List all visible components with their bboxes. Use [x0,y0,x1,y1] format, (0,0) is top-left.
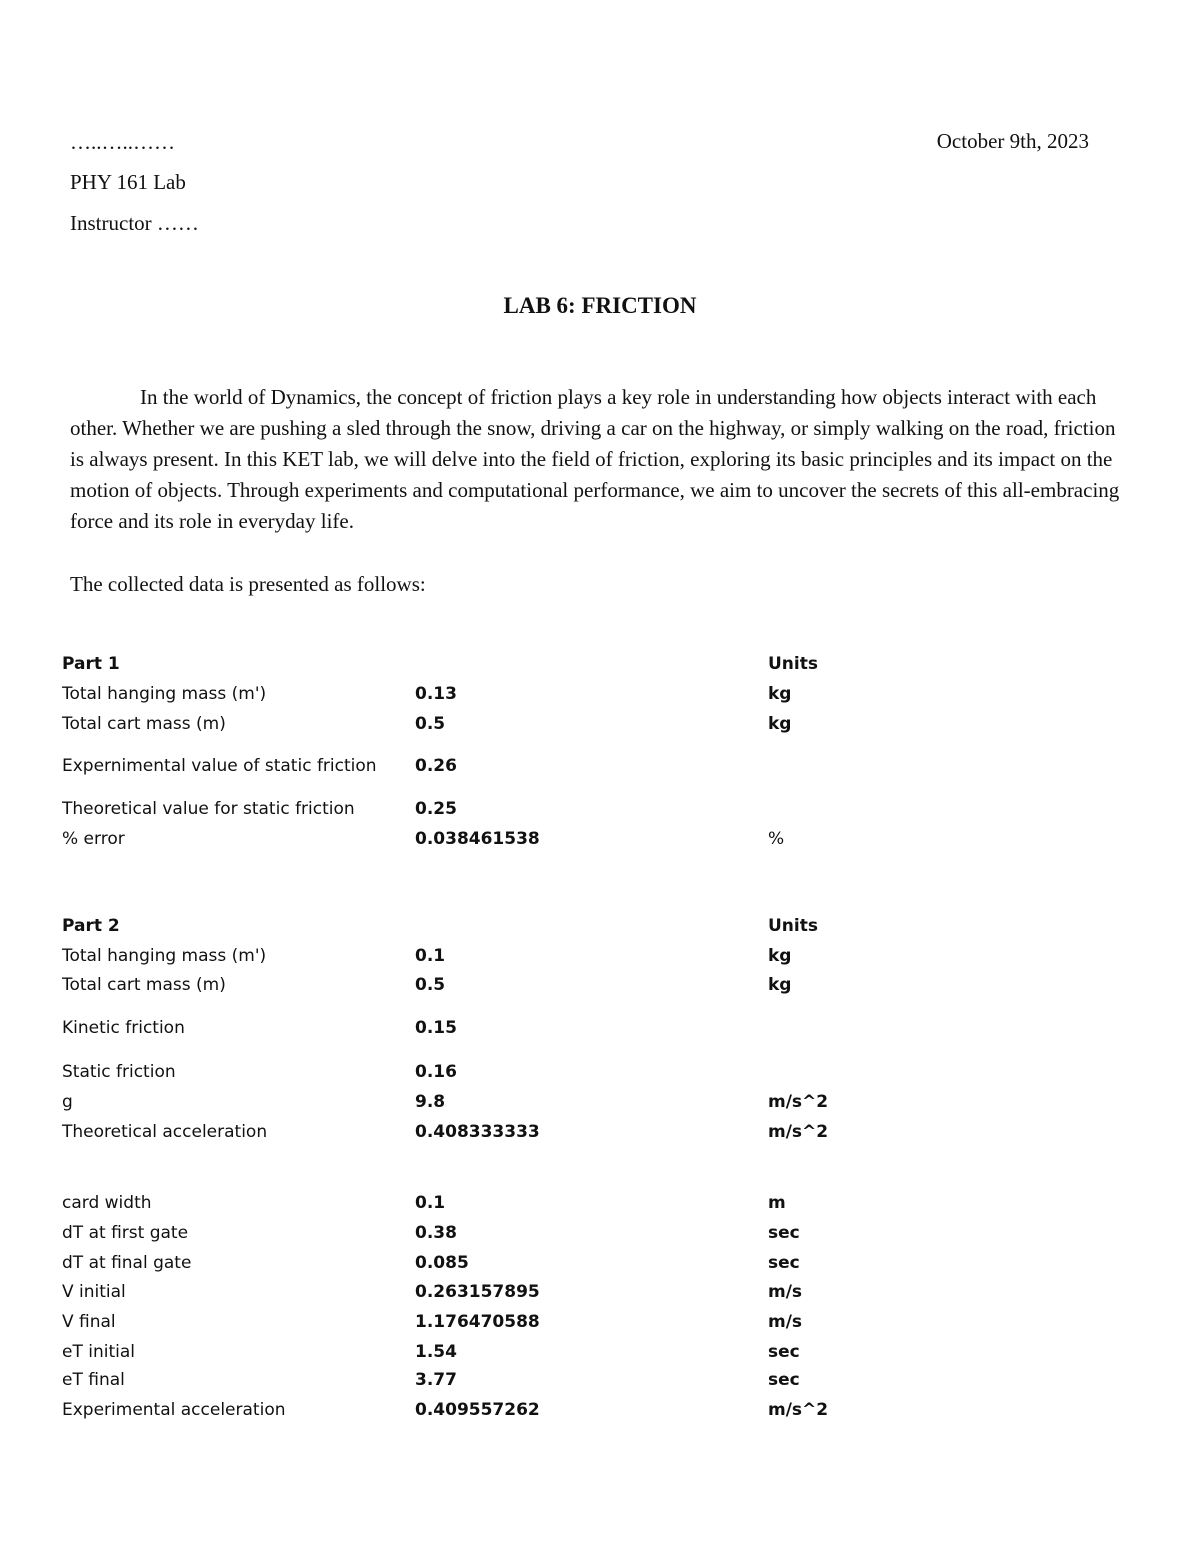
row-value: 0.085 [415,1253,469,1273]
row-unit: kg [768,975,792,995]
row-label: eT final [62,1370,125,1390]
row-label: Total hanging mass (m') [62,946,267,966]
row-label: card width [62,1193,152,1213]
part2-units-heading: Units [768,916,818,936]
lab-title: LAB 6: FRICTION [503,293,697,318]
row-unit: m/s [768,1312,803,1332]
part1-units-heading: Units [768,654,818,674]
row-unit: kg [768,714,792,734]
row-label: Expernimental value of static friction [62,756,377,776]
student-name-placeholder: …..…..…… [70,130,175,154]
row-value: 0.263157895 [415,1282,540,1302]
row-value: 1.54 [415,1342,457,1362]
row-value: 0.38 [415,1223,457,1243]
row-value: 0.25 [415,799,457,819]
row-unit: % [768,829,785,849]
row-value: 0.409557262 [415,1400,540,1420]
row-label: Total hanging mass (m') [62,684,267,704]
row-label: Theoretical acceleration [62,1122,268,1142]
row-unit: m/s [768,1282,803,1302]
row-label: Total cart mass (m) [62,975,226,995]
row-label: Total cart mass (m) [62,714,226,734]
intro-text: In the world of Dynamics, the concept of friction plays a key role in understanding how objects interact with each other. Whether we are pushing a sled through the snow, driving a car on the highway, or simply walking on the road, friction is always present. In this KET lab, we will delve into the field of friction, exploring its basic principles and its impact on the motion of objects. Through experiments and computational performance, we aim to uncover the secrets of this all-embracing force and its role in everyday life. [70,385,1120,533]
row-label: dT at final gate [62,1253,192,1273]
row-unit: sec [768,1342,800,1362]
row-value: 0.5 [415,714,446,734]
row-value: 0.038461538 [415,829,540,849]
row-value: 0.5 [415,975,446,995]
row-label: dT at first gate [62,1223,189,1243]
report-date: October 9th, 2023 [936,129,1089,153]
row-unit: m [768,1193,786,1213]
row-unit: sec [768,1223,800,1243]
row-value: 0.408333333 [415,1122,540,1142]
row-value: 0.16 [415,1062,457,1082]
row-label: g [62,1092,73,1112]
row-unit: m/s^2 [768,1400,829,1420]
row-label: eT initial [62,1342,135,1362]
row-label: V final [62,1312,116,1332]
row-unit: kg [768,946,792,966]
row-value: 0.1 [415,1193,446,1213]
row-value: 9.8 [415,1092,446,1112]
row-unit: sec [768,1253,800,1273]
instructor-line: Instructor …… [70,211,199,235]
row-value: 0.26 [415,756,457,776]
intro-paragraph [70,382,1130,537]
part1-heading: Part 1 [62,654,120,674]
row-value: 1.176470588 [415,1312,540,1332]
row-unit: m/s^2 [768,1122,829,1142]
row-label: Experimental acceleration [62,1400,286,1420]
row-label: % error [62,829,125,849]
row-value: 3.77 [415,1370,457,1390]
row-unit: m/s^2 [768,1092,829,1112]
row-value: 0.15 [415,1018,457,1038]
row-label: Kinetic friction [62,1018,185,1038]
part2-heading: Part 2 [62,916,120,936]
row-label: V initial [62,1282,126,1302]
row-value: 0.13 [415,684,457,704]
collected-data-intro: The collected data is presented as follows: [70,572,426,596]
row-label: Theoretical value for static friction [62,799,355,819]
course-name: PHY 161 Lab [70,170,186,194]
row-unit: kg [768,684,792,704]
row-label: Static friction [62,1062,176,1082]
row-value: 0.1 [415,946,446,966]
row-unit: sec [768,1370,800,1390]
